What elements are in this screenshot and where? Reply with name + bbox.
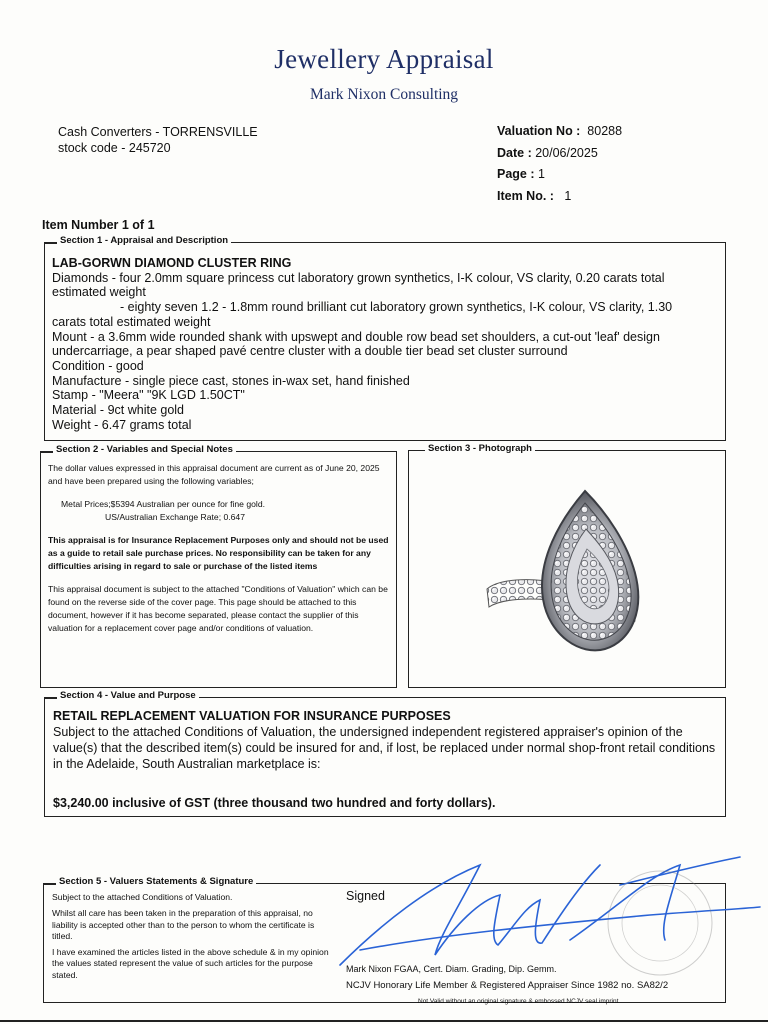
page-label: Page : — [497, 167, 535, 181]
item-value: 1 — [564, 188, 572, 203]
legend-dash — [44, 242, 58, 244]
date-value: 20/06/2025 — [535, 145, 598, 160]
item-row — [497, 186, 622, 208]
date-row — [497, 143, 622, 165]
client-block — [58, 124, 258, 156]
statement-conditions: Subject to the attached Conditions of Valuation. — [52, 892, 233, 902]
section-photograph — [408, 443, 726, 688]
section-body — [48, 462, 394, 635]
metal-price: Metal Prices;$5394 Australian per ounce for fine gold. — [61, 499, 265, 509]
weight-line: Weight - 6.47 grams total — [52, 417, 192, 432]
legend-dash — [40, 451, 54, 453]
page-value: 1 — [538, 167, 545, 181]
client-name: Cash Converters - TORRENSVILLE — [58, 125, 258, 139]
section-body — [53, 708, 721, 772]
legend-dash — [44, 697, 58, 699]
material-line: Material - 9ct white gold — [52, 403, 185, 418]
embossed-seal — [608, 871, 712, 975]
bottom-rule — [0, 1020, 768, 1022]
section-body — [52, 256, 720, 432]
exchange-rate: US/Australian Exchange Rate; 0.647 — [105, 512, 245, 522]
statements — [52, 892, 337, 986]
valuation-statement: Subject to the attached Conditions of Valuation, the undersigned independent registered appraiser's opinion of the value(s) that the described item(s) could be insured for and, if lost, be replaced under normal shop-front retail conditions in the Adelaide, South Australian marketplace is: — [53, 725, 716, 771]
statement-examination: I have examined the articles listed in the above schedule & in my opinion the values stated represent the value of such articles for the purpose stated. — [52, 947, 329, 980]
valuation-value: 80288 — [587, 124, 623, 138]
section-legend: Section 1 - Appraisal and Description — [57, 235, 231, 246]
seal-note: Not Valid without an original signature & embossed NCJV seal imprint — [418, 998, 619, 1005]
mount-line: Mount - a 3.6mm wide rounded shank with upswept and double row bead set shoulders, a cut-out 'leaf' design undercarriage, a pear shaped pavé centre cluster with a double tier bead set cluster surround — [52, 329, 660, 359]
section-variables-notes — [40, 444, 397, 688]
valuation-meta — [497, 121, 622, 207]
valuation-purpose-heading: RETAIL REPLACEMENT VALUATION FOR INSURANCE PURPOSES — [53, 709, 451, 723]
membership-line: NCJV Honorary Life Member & Registered Appraiser Since 1982 no. SA82/2 — [346, 980, 669, 991]
diamonds-line-1: Diamonds - four 2.0mm square princess cut laboratory grown synthetics, I-K colour, VS clarity, 0.20 carats total estimated weight — [52, 270, 665, 300]
intro-text: The dollar values expressed in this appraisal document are current as of June 20, 2025 and have been prepared using the following variables; — [48, 463, 380, 486]
valuation-number-row — [497, 121, 622, 143]
item-label: Item No. : — [497, 188, 554, 203]
insurance-notice: This appraisal is for Insurance Replacement Purposes only and should not be used as a guide to retail sale purchase prices. No responsibility can be taken for any difficulties arising in regard to sale or purchase of the listed items — [48, 535, 389, 571]
stamp-line: Stamp - "Meera" "9K LGD 1.50CT" — [52, 388, 245, 403]
date-label: Date : — [497, 145, 532, 160]
condition-line: Condition - good — [52, 358, 144, 373]
legend-dash — [43, 883, 57, 885]
section-legend: Section 5 - Valuers Statements & Signature — [56, 876, 256, 887]
section-appraisal-description — [44, 235, 726, 441]
section-legend: Section 3 - Photograph — [425, 443, 535, 454]
item-heading: LAB-GORWN DIAMOND CLUSTER RING — [52, 256, 292, 270]
diamonds-line-2: - eighty seven 1.2 - 1.8mm round brilliant cut laboratory grown synthetics, I-K colour, VS clarity, 1.30 — [120, 300, 673, 315]
company-name: Mark Nixon Consulting — [309, 86, 459, 103]
conditions-notice: This appraisal document is subject to the attached "Conditions of Valuation" which can be found on the reverse side of the cover page. This page should be attached to this document, however if it has become separated, please contact the supplier of this valuation for a replacement cover page and/or conditions of valuation. — [48, 584, 388, 633]
manufacture-line: Manufacture - single piece cast, stones in-wax set, hand finished — [52, 373, 410, 388]
section-legend: Section 4 - Value and Purpose — [57, 690, 199, 701]
valuation-label: Valuation No : — [497, 124, 581, 138]
document-title: Jewellery Appraisal — [274, 44, 494, 74]
spacer — [48, 524, 394, 534]
page-row — [497, 164, 622, 186]
section-legend: Section 2 - Variables and Special Notes — [53, 444, 236, 455]
ring-photo — [409, 451, 725, 687]
valuation-amount: $3,240.00 inclusive of GST (three thousand two hundred and forty dollars). — [53, 796, 496, 810]
spacer — [48, 573, 394, 583]
signed-label: Signed — [346, 889, 385, 903]
section-value-purpose — [44, 690, 726, 817]
spacer — [48, 488, 394, 498]
stock-code: stock code - 245720 — [58, 141, 171, 155]
item-number-heading: Item Number 1 of 1 — [42, 218, 155, 232]
diamonds-line-2b: carats total estimated weight — [52, 314, 211, 329]
signer-name: Mark Nixon FGAA, Cert. Diam. Grading, Dip. Gemm. — [346, 964, 557, 974]
statement-liability: Whilst all care has been taken in the preparation of this appraisal, no liability is accepted other than to the person to whom the certificate is titled. — [52, 908, 315, 941]
